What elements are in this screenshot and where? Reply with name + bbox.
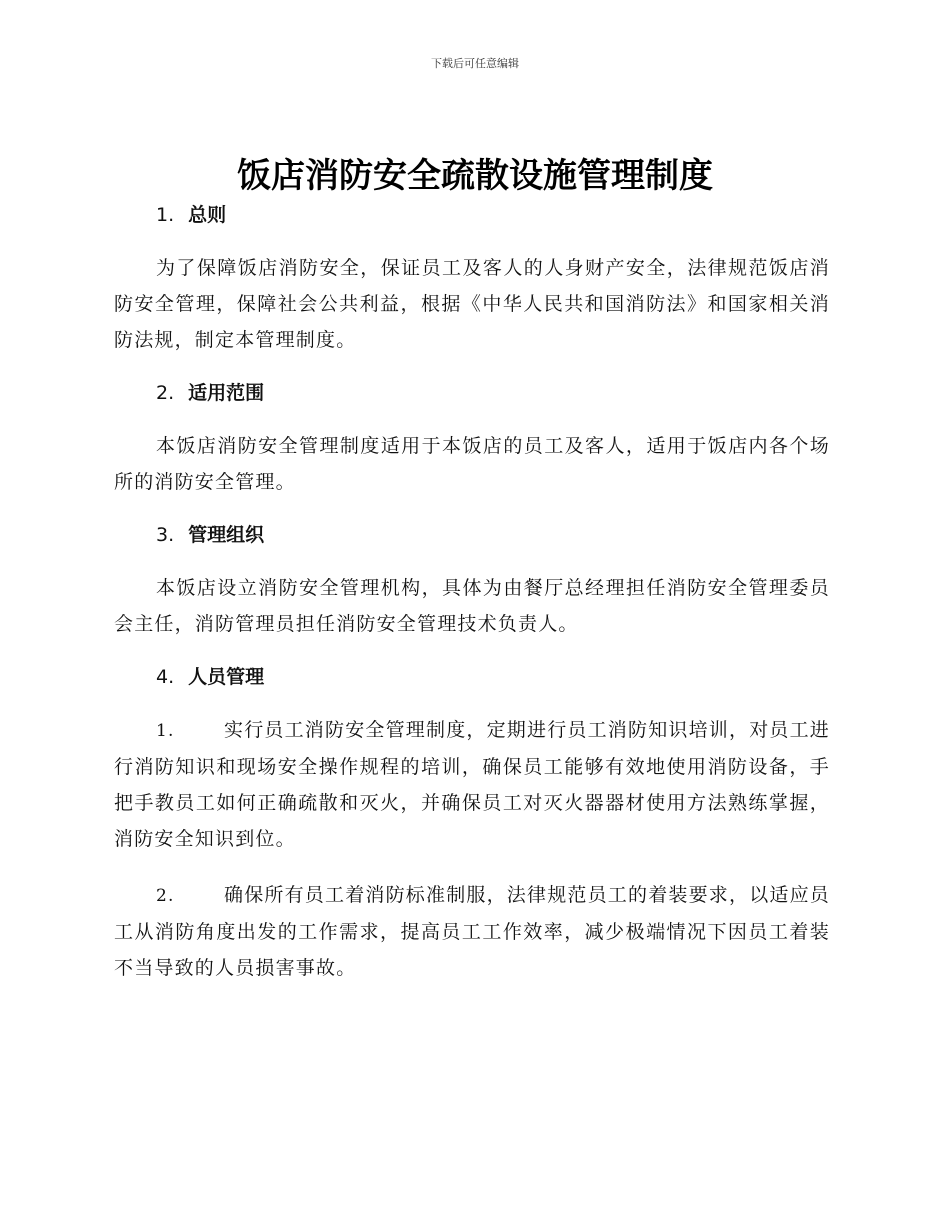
section-heading-general [114, 200, 830, 230]
section-number: 2. [156, 382, 175, 404]
section-number: 1. [156, 204, 175, 226]
section-heading-organization [114, 520, 830, 550]
list-item [114, 877, 830, 986]
list-item-number: 2. [156, 886, 175, 906]
section-number: 3. [156, 524, 175, 546]
section-heading-personnel [114, 662, 830, 692]
section-title: 总则 [188, 204, 227, 226]
section-number: 4. [156, 666, 175, 688]
document-title: 饭店消防安全疏散设施管理制度 [237, 156, 713, 196]
header-note: 下载后可任意编辑 [431, 57, 519, 70]
section-title: 适用范围 [188, 382, 265, 404]
section-paragraph: 为了保障饭店消防安全，保证员工及客人的人身财产安全，法律规范饭店消防安全管理，保障社会公共利益，根据《中华人民共和国消防法》和国家相关消防法规，制定本管理制度。 [114, 257, 830, 351]
list-item-text: 确保所有员工着消防标准制服，法律规范员工的着装要求，以适应员工从消防角度出发的工作需求，提高员工工作效率，减少极端情况下因员工着装不当导致的人员损害事故。 [114, 884, 831, 979]
section-paragraph: 本饭店消防安全管理制度适用于本饭店的员工及客人，适用于饭店内各个场所的消防安全管理。 [114, 435, 830, 493]
section-title: 人员管理 [188, 666, 265, 688]
section-paragraph: 本饭店设立消防安全管理机构，具体为由餐厅总经理担任消防安全管理委员会主任，消防管理员担任消防安全管理技术负责人。 [114, 577, 830, 635]
document-body [114, 200, 830, 1006]
list-item [114, 712, 830, 857]
section-heading-scope [114, 378, 830, 408]
list-item-number: 1. [156, 721, 175, 741]
list-item-text: 实行员工消防安全管理制度，定期进行员工消防知识培训，对员工进行消防知识和现场安全操作规程的培训，确保员工能够有效地使用消防设备，手把手教员工如何正确疏散和灭火，并确保员工对灭火器器材使用方法熟练掌握，消防安全知识到位。 [114, 719, 831, 850]
section-title: 管理组织 [188, 524, 265, 546]
